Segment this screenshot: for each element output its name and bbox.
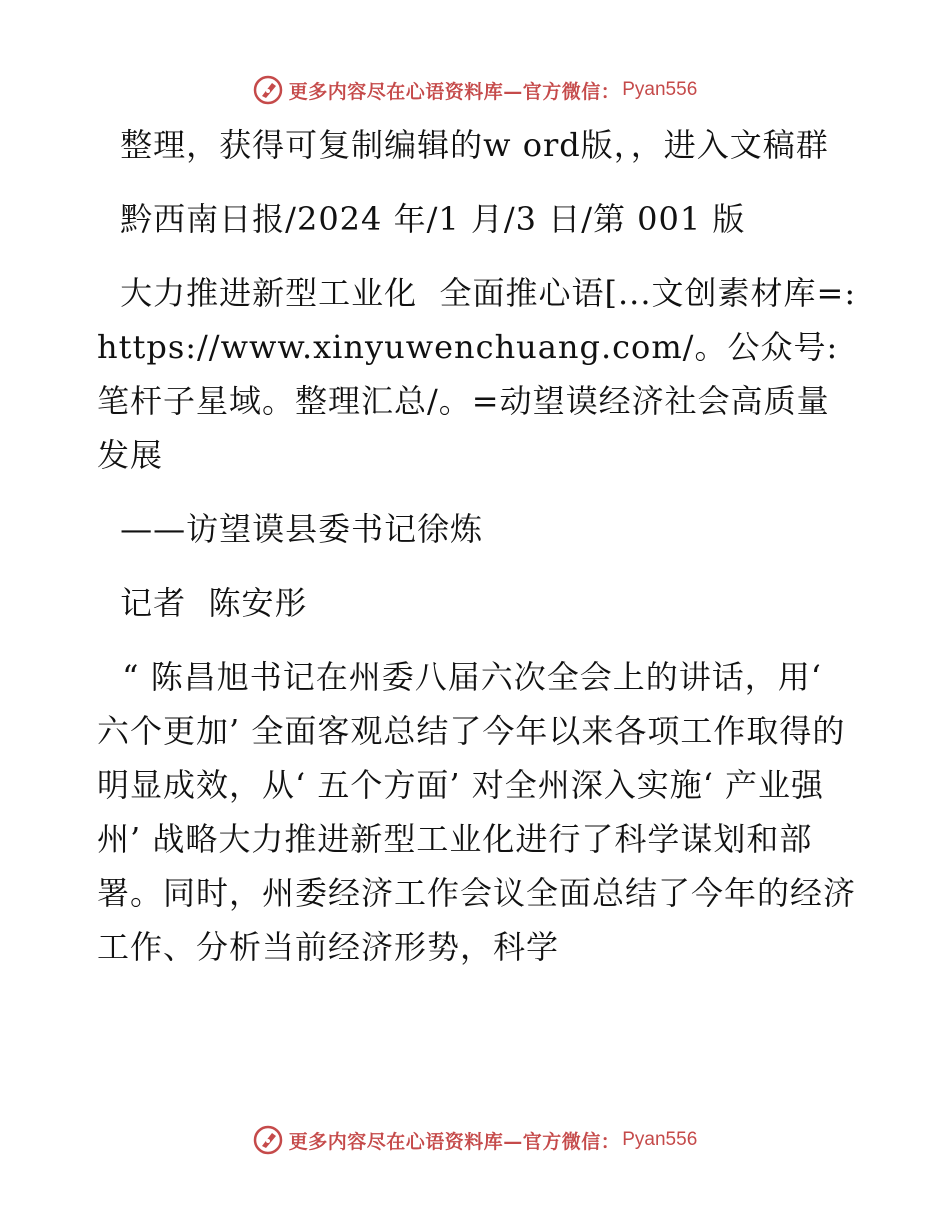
- document-body: [97, 118, 868, 994]
- watermark-text: 更多内容尽在心语资料库—官方微信：: [288, 80, 621, 103]
- pen-nib-logo-icon: [253, 1125, 283, 1155]
- paragraph-reporter: 记者 陈安彤: [109, 584, 308, 622]
- pen-nib-logo-icon: [253, 75, 283, 105]
- paragraph-intro: 整理，获得可复制编辑的w ord版，，进入文稿群: [109, 126, 829, 164]
- header-watermark: [0, 70, 950, 110]
- footer-watermark: [0, 1120, 950, 1160]
- watermark-wechat-id: Pyan556: [622, 79, 698, 100]
- paragraph-headline: 大力推进新型工业化 全面推心语[...文创素材库=: https://www.xinyuwenchuang.com/。公众号:笔杆子星域。整理汇总/。=动望谟经济社会高质量发展: [97, 274, 868, 474]
- watermark-wechat-id: Pyan556: [622, 1129, 698, 1150]
- watermark-text: 更多内容尽在心语资料库—官方微信：: [288, 1130, 621, 1153]
- paragraph-body: “ 陈昌旭书记在州委八届六次全会上的讲话，用‘ 六个更加’ 全面客观总结了今年以来各项工作取得的明显成效，从‘ 五个方面’ 对全州深入实施‘ 产业强州’ 战略大力推进新型工业化进行了科学谋划和部署。同时，州委经济工作会议全面总结了今年的经济工作、分析当前经济形势，科学: [97, 658, 857, 966]
- paragraph-source: 黔西南日报/2024 年/1 月/3 日/第 001 版: [109, 200, 746, 238]
- paragraph-subtitle: ——访望谟县委书记徐炼: [109, 510, 484, 548]
